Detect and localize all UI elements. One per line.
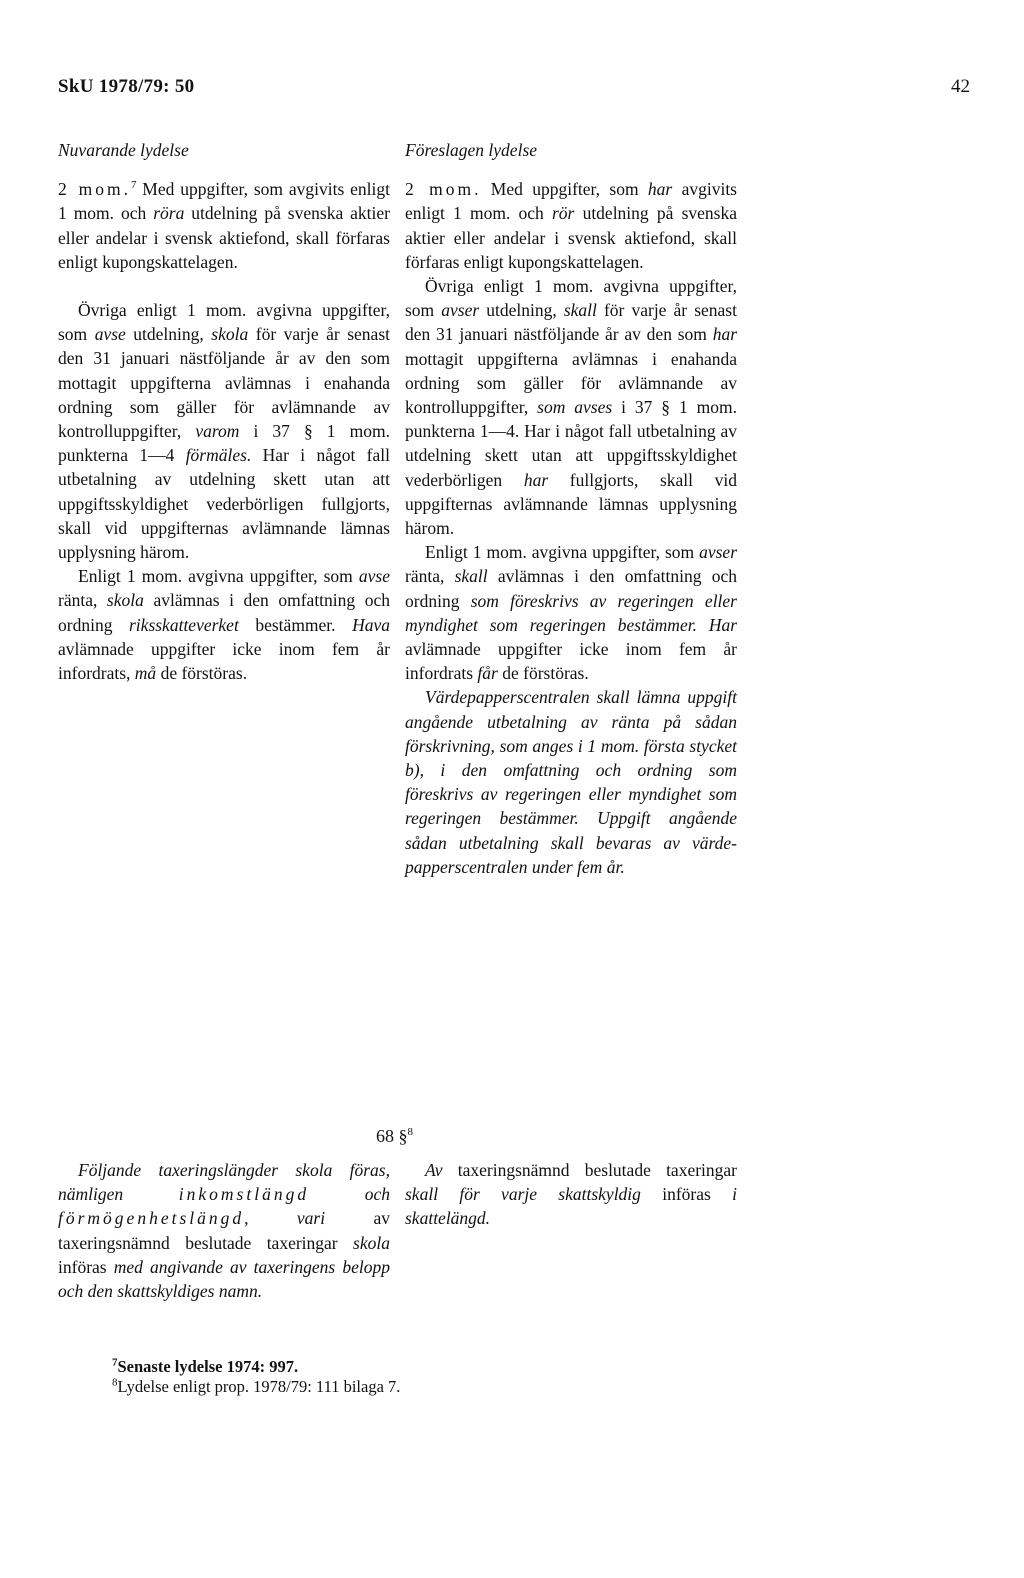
document-reference: SkU 1978/79: 50: [58, 76, 195, 97]
footnote-8: $^8$Lydelse enligt prop. 1978/79: 111 bilaga 7.: [112, 1376, 401, 1396]
current-paragraph-taxeringslangder: Följande taxeringslängder skola föras, nämligen inkomstlängd och förmögenhetslängd, vari av taxeringsnämnd beslutade taxeringar skola införas med angivande av taxeringens belopp och den skattskyldiges namn.: [58, 1160, 390, 1302]
current-section-68: [58, 1158, 390, 1303]
proposed-wording-column: [405, 138, 737, 879]
current-paragraph-2-mom: 2 mom.$^7$ Med uppgifter, som avgivits enligt 1 mom. och röra utdelning på svenska aktier eller andelar i svensk aktiefond, skall förfaras enligt kupongskattelagen.: [58, 179, 390, 272]
moment-label: 2 mom.: [405, 179, 482, 200]
proposed-paragraph-taxeringsnamnd: Av taxeringsnämnd beslutade taxeringar skall för varje skattskyldig införas i skattelängd.: [405, 1160, 737, 1229]
current-wording-heading: Nuvarande lydelse: [58, 140, 189, 160]
footnote-7: $^7$Senaste lydelse 1974: 997.: [112, 1356, 299, 1376]
proposed-paragraph-enligt: Enligt 1 mom. avgivna uppgifter, som avser ränta, skall avlämnas i den omfattning och ordning som föreskrivs av regeringen eller myndighet som regeringen bestämmer. Har avlämnade uppgifter icke inom fem år infordrats får de förstöras.: [405, 542, 738, 684]
page-number: 42: [951, 76, 970, 97]
footnote-ref-8: 8: [407, 1126, 413, 1138]
proposed-paragraph-vardepapperscentralen: Värdepapperscentralen skall lämna uppgift angående utbetalning av ränta på sådan förskrivning, som anges i 1 mom. första stycket b), i den omfattning och ordning som föreskrivs av regeringen eller myndighet som regeringen bestämmer. Uppgift angående sådan utbetalning skall bevaras av värdepapperscentralen under fem år.: [405, 687, 737, 877]
proposed-wording-heading: Föreslagen lydelse: [405, 140, 538, 160]
current-paragraph-enligt: Enligt 1 mom. avgivna uppgifter, som avse ränta, skola avlämnas i den omfattning och ordning riksskatteverket bestämmer. Hava avlämnade uppgifter icke inom fem år infordrats, må de förstöras.: [58, 566, 390, 684]
footnotes: [112, 1357, 400, 1397]
moment-label: 2 mom.: [58, 179, 131, 200]
footnote-ref-7: 7: [130, 179, 137, 192]
proposed-paragraph-ovriga: Övriga enligt 1 mom. avgivna uppgifter, som avser utdelning, skall för varje år senast den 31 januari nästföljande år av den som har mottagit uppgifterna avlämnas i enahanda ordning som gäller för avlämnande av kontrolluppgifter, som avses i 37 § 1 mom. punkterna 1—4. Har i något fall utbetalning av utdelning skett utan att uppgiftsskyldighet vederbörligen har fullgjorts, skall vid uppgifternas avlämnande lämnas upplysning härom.: [405, 276, 738, 539]
current-paragraph-ovriga: Övriga enligt 1 mom. avgivna uppgifter, som avse utdelning, skola för varje år senast den 31 januari nästföljande år av den som mottagit uppgifterna avlämnas i enahanda ordning som gäller för avlämnande av kontrolluppgifter, varom i 37 § 1 mom. punkterna 1—4 förmäles. Har i något fall utbetalning av utdelning skett utan att uppgiftsskyldighet vederbörligen fullgjorts, skall vid uppgifternas avlämnande lämnas upplysning härom.: [58, 300, 391, 563]
proposed-section-68: [405, 1158, 737, 1231]
current-wording-column: [58, 138, 390, 685]
proposed-paragraph-2-mom: 2 mom. Med uppgifter, som har avgivits enligt 1 mom. och rör utdelning på svenska aktier eller andelar i svensk aktiefond, skall förfaras enligt kupongskattelagen.: [405, 179, 737, 272]
section-68-heading: 68 §$^8$: [376, 1126, 413, 1146]
